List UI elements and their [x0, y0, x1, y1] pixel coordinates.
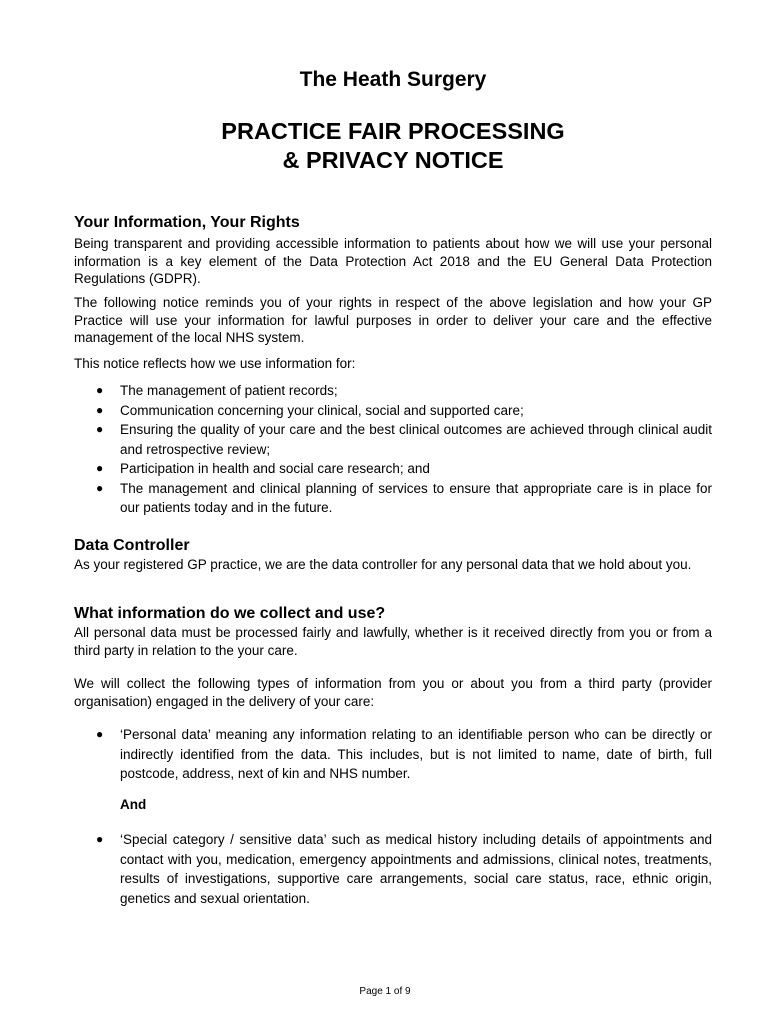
paragraph-data-controller: As your registered GP practice, we are the data controller for any personal data that we hold about you. — [74, 557, 692, 572]
surgery-name: The Heath Surgery — [299, 68, 487, 91]
list-item: ● The management and clinical planning of services to ensure that appropriate care is in place for our patients today and in the future. — [96, 480, 712, 515]
bullet-icon: ● — [96, 832, 104, 846]
heading-what-information: What information do we collect and use? — [74, 605, 386, 622]
list-item: ● Participation in health and social care research; and — [74, 459, 712, 479]
heading-data-controller: Data Controller — [74, 537, 190, 554]
paragraph-types-collected: We will collect the following types of information from you or about you from a third party (provider organisation) engaged in the delivery of your care: — [74, 676, 712, 709]
uses-list — [74, 381, 712, 518]
list-item: ● ‘Personal data’ meaning any information relating to an identifiable person who can be directly or indirectly identified from the data. This includes, but is not limited to name, date of birth, full postcode, address, next of kin and NHS number. — [96, 727, 712, 781]
page-number: Page 1 of 9 — [359, 986, 411, 997]
sensitive-data-list — [74, 830, 712, 908]
personal-data-list — [74, 725, 712, 784]
title-line-2: & PRIVACY NOTICE — [282, 147, 504, 173]
paragraph-processed-fairly: All personal data must be processed fairly and lawfully, whether is it received directly from you or from a third party in relation to the your care. — [74, 625, 712, 658]
paragraph-transparency: Being transparent and providing accessible information to patients about how we will use your personal information is a key element of the Data Protection Act 2018 and the EU General Data Protection Regulations (GDPR). — [74, 236, 712, 286]
bullet-icon: ● — [96, 402, 104, 417]
and-label: And — [120, 797, 147, 812]
list-item: ● Ensuring the quality of your care and the best clinical outcomes are achieved through clinical audit and retrospective review; — [96, 422, 712, 457]
page-title — [74, 117, 712, 175]
paragraph-notice-reminds: The following notice reminds you of your rights in respect of the above legislation and how your GP Practice will use your information for lawful purposes in order to deliver your care and the effective management of the local NHS system. — [74, 295, 712, 345]
list-item: ● ‘Special category / sensitive data’ such as medical history including details of appointments and contact with you, medication, emergency appointments and admissions, clinical notes, treatments, results of investigations, supportive care arrangements, social care status, race, ethnic origin, genetics and sexual orientation. — [96, 832, 712, 906]
paragraph-notice-reflects: This notice reflects how we use information for: — [74, 356, 356, 371]
bullet-icon: ● — [96, 422, 104, 436]
bullet-icon: ● — [96, 727, 104, 741]
bullet-icon: ● — [96, 383, 104, 397]
bullet-icon: ● — [96, 461, 104, 475]
bullet-icon: ● — [96, 480, 104, 495]
title-line-1: PRACTICE FAIR PROCESSING — [221, 118, 565, 144]
list-item: ● Communication concerning your clinical, social and supported care; — [74, 401, 712, 421]
heading-your-information: Your Information, Your Rights — [74, 214, 300, 231]
list-item: ● The management of patient records; — [74, 381, 712, 401]
